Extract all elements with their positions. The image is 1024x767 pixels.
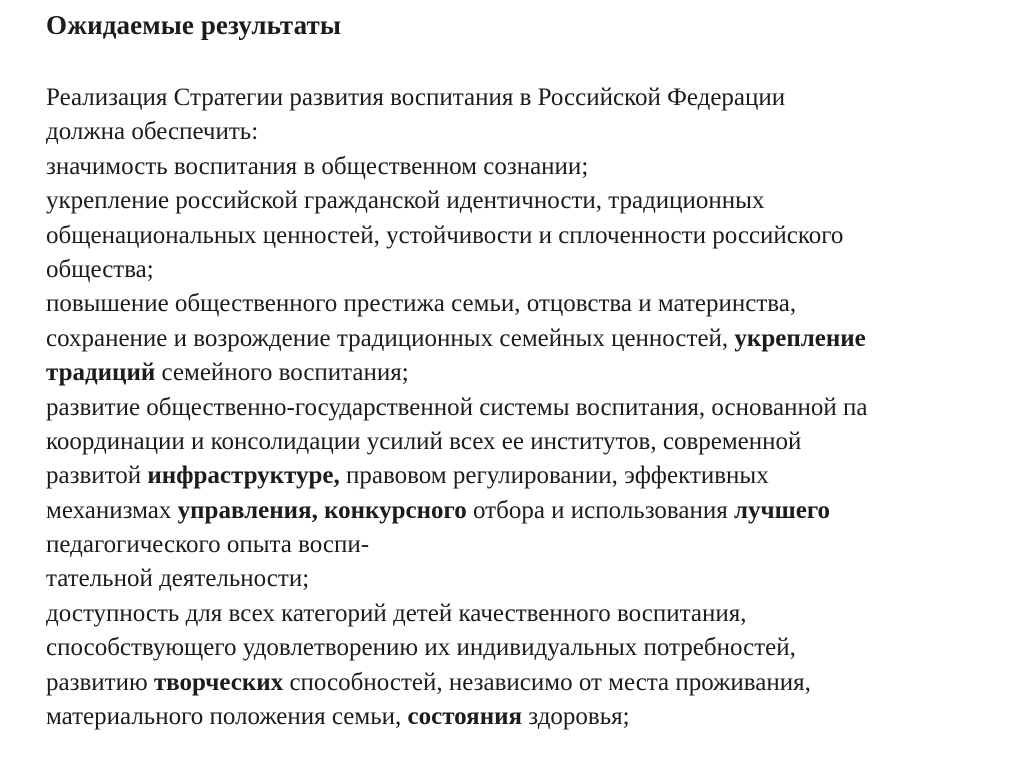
emphasized-text: состояния bbox=[407, 703, 523, 731]
text-segment: доступность для всех категорий детей качественного воспитания, bbox=[46, 599, 747, 627]
text-line bbox=[46, 700, 1016, 734]
text-segment: должна обеспечить: bbox=[46, 118, 259, 146]
text-line bbox=[46, 253, 1016, 287]
text-line bbox=[46, 391, 1016, 425]
text-segment: отбора и использования bbox=[466, 496, 734, 524]
text-segment: способствующего удовлетворению их индивидуальных потребностей, bbox=[46, 634, 796, 662]
text-line bbox=[46, 356, 1016, 390]
text-segment: развитой bbox=[46, 462, 148, 490]
text-line bbox=[46, 81, 1016, 115]
text-line bbox=[46, 219, 1016, 253]
text-line bbox=[46, 115, 1016, 149]
body-text bbox=[46, 81, 1016, 734]
text-segment: тательной деятельности; bbox=[46, 565, 310, 593]
text-line bbox=[46, 528, 1016, 562]
text-line bbox=[46, 150, 1016, 184]
text-line bbox=[46, 597, 1016, 631]
emphasized-text: управления, конкурсного bbox=[177, 496, 467, 524]
text-line bbox=[46, 459, 1016, 493]
text-line bbox=[46, 494, 1016, 528]
text-segment: общенациональных ценностей, устойчивости и сплоченности российского bbox=[46, 221, 844, 249]
text-segment: правовом регулировании, эффективных bbox=[339, 462, 769, 490]
text-segment: Реализация Стратегии развития воспитания в Российской Федерации bbox=[46, 84, 786, 111]
text-line bbox=[46, 562, 1016, 596]
emphasized-text: лучшего bbox=[734, 496, 831, 524]
text-segment: семейного воспитания; bbox=[155, 359, 409, 387]
emphasized-text: инфраструктуре, bbox=[147, 462, 340, 490]
text-segment: педагогического опыта воспи- bbox=[46, 531, 370, 559]
text-line bbox=[46, 322, 1016, 356]
page-title: Ожидаемые результаты bbox=[46, 10, 342, 40]
text-segment: повышение общественного престижа семьи, отцовства и материнства, bbox=[46, 290, 797, 318]
text-segment: развитие общественно-государственной системы воспитания, основанной па bbox=[46, 393, 868, 421]
text-line bbox=[46, 631, 1016, 665]
text-segment: здоровья; bbox=[522, 703, 630, 731]
text-segment: способностей, независимо от места проживания, bbox=[283, 668, 811, 696]
text-line bbox=[46, 184, 1016, 218]
text-line bbox=[46, 287, 1016, 321]
text-segment: материального положения семьи, bbox=[46, 703, 408, 731]
emphasized-text: традиций bbox=[46, 359, 156, 387]
text-segment: координации и консолидации усилий всех ее институтов, современной bbox=[46, 427, 802, 455]
text-segment: развитию bbox=[46, 668, 154, 696]
text-segment: сохранение и возрождение традиционных семейных ценностей, bbox=[46, 324, 735, 352]
text-line bbox=[46, 666, 1016, 700]
text-line bbox=[46, 425, 1016, 459]
text-segment: механизмах bbox=[46, 496, 178, 524]
emphasized-text: творческих bbox=[153, 668, 284, 696]
text-segment: значимость воспитания в общественном сознании; bbox=[46, 152, 589, 180]
text-segment: общества; bbox=[46, 255, 154, 283]
text-segment: укрепление российской гражданской идентичности, традиционных bbox=[46, 187, 765, 215]
emphasized-text: укрепление bbox=[734, 324, 866, 352]
